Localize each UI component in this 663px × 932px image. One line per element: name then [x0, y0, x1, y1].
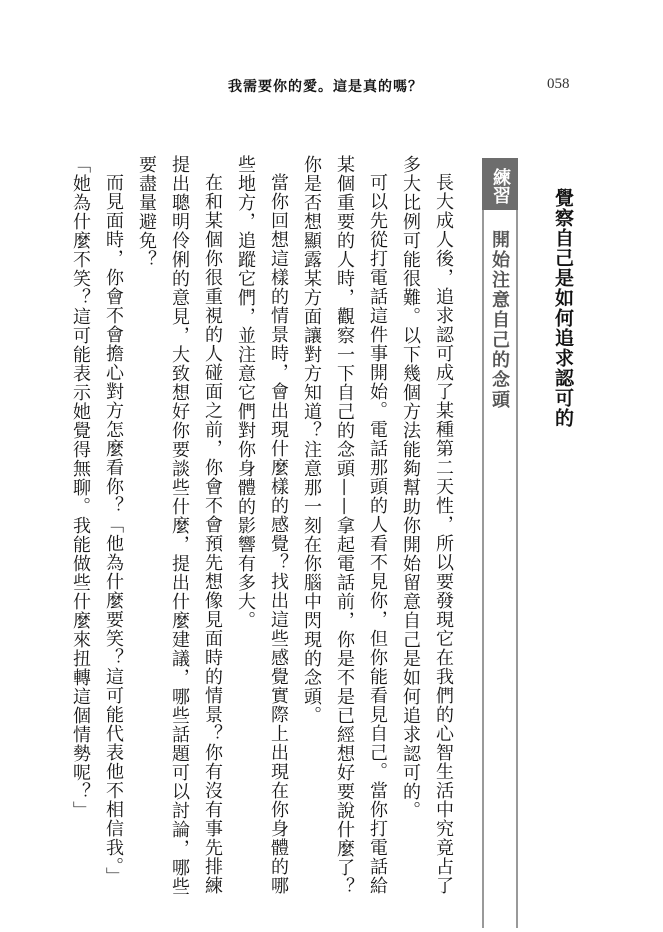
paragraph-1: 長大成人後，追求認可成了某種第二天性，所以要發現它在我們的心智生活中究竟占了多大比例可能很難。以下幾個方法能夠幫助你開始留意自己是如何追求認可的。	[400, 155, 454, 895]
body-text	[70, 155, 460, 900]
paragraph-3: 當你回想這樣的情景時，會出現什麼樣的感覺？找出這些感覺實際上出現在你身體的哪些地方，追蹤它們，並注意它們對你身體的影響有多大。	[235, 155, 289, 895]
page-number: 058	[547, 76, 570, 92]
section-title: 覺察自己是如何追求認可的	[552, 188, 574, 428]
exercise-title: 開始注意自己的念頭	[489, 230, 510, 410]
exercise-badge: 練習	[482, 158, 518, 210]
paragraph-2: 可以先從打電話這件事開始。電話那頭的人看不見你，但你能看見自己。當你打電話給某個重要的人時，觀察一下自己的念頭——拿起電話前，你是不是已經想好要說什麼了？你是否想顯露某方面讓對方知道？注意那一刻在你腦中閃現的念頭。	[301, 155, 388, 896]
paragraph-4: 在和某個你很重視的人碰面之前，你會不會預先想像見面時的情景？你有沒有事先排練提出聰明伶俐的意見，大致想好你要談些什麼，提出什麼建議，哪些話題可以討論，哪些要盡量避免？	[136, 155, 223, 896]
running-header-title: 我需要你的愛。這是真的嗎？	[228, 79, 423, 95]
paragraph-5: 而見面時，你會不會擔心對方怎麼看你？「他為什麼要笑？這可能代表他不相信我。」「她為什麼不笑？這可能表示她覺得無聊。我能做些什麼來扭轉這個情勢呢？」	[70, 155, 124, 886]
